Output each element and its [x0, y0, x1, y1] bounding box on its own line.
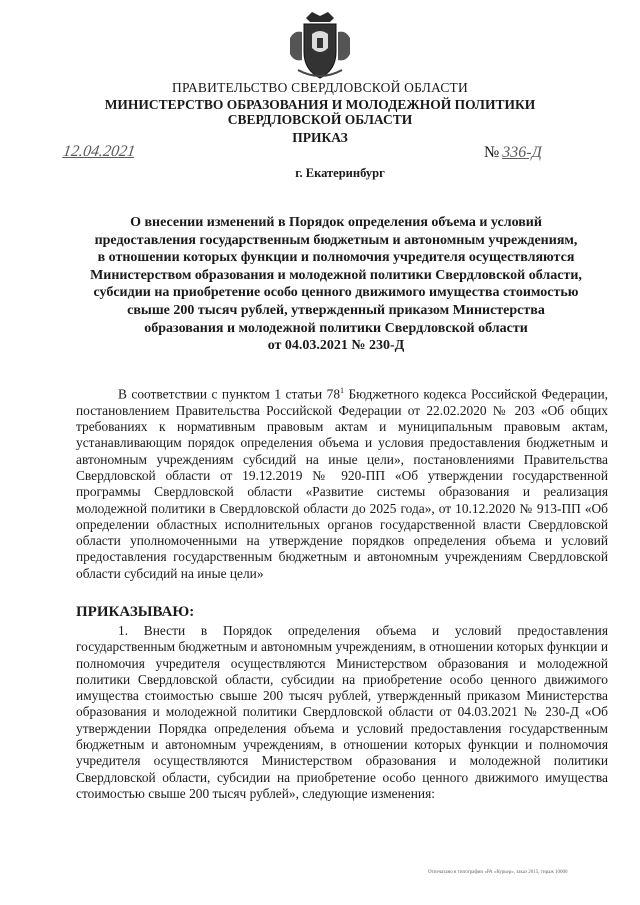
ministry-heading-line2: СВЕРДЛОВСКОЙ ОБЛАСТИ	[227, 112, 413, 127]
preamble-superscript: 1	[340, 386, 345, 395]
preamble-text-a: В соответствии с пунктом 1 статьи 78	[118, 386, 341, 402]
government-heading: ПРАВИТЕЛЬСТВО СВЕРДЛОВСКОЙ ОБЛАСТИ	[172, 80, 468, 95]
title-line: в отношении которых функции и полномочия учредителя осуществляются	[97, 250, 575, 266]
item-1-paragraph: 1. Внести в Порядок определения объема и условий предоставления государственным бюджетным и автономным учреждениям, в отношении которых функции и полномочия учредителя осуществляются Министерством образования и молодежной политики Свердловской области, субсидии на приобретение особо ценного движимого имущества стоимостью свыше 200 тысяч рублей, утвержденный приказом Министерства образования и молодежной политики Свердловской области от 04.03.2021 № 230-Д «Об утверждении Порядка определения объема и условий предоставления государственным бюджетным и автономным учреждениям, в отношении которых функции и полномочия учредителя осуществляются Министерством образования и молодежной политики Свердловской области, субсидии на приобретение особо ценного движимого имущества стоимостью свыше 200 тысяч рублей», следующие изменения:	[76, 623, 608, 801]
order-date: 12.04.2021	[61, 143, 137, 160]
title-line: от 04.03.2021 № 230-Д	[267, 338, 405, 354]
ministry-heading	[0, 97, 640, 127]
preamble-text-b: Бюджетного кодекса Российской Федерации, постановлением Правительства Российской Федерации от 22.02.2020 № 203 «Об общих требованиях к нормативным правовым актам и муниципальным правовым актам, устанавливающим порядок определения объема и условия предоставления бюджетным и автономным учреждениям субсидий на иные цели», постановлениями Правительства Свердловской области от 19.12.2019 № 920-ПП «Об утверждении государственной программы Свердловской области «Развитие системы образования и реализация молодежной политики в Свердловской области до 2025 года», от 10.12.2020 № 913-ПП «Об определении областных исполнительных органов государственной власти Свердловской области уполномоченными на утверждение порядков определения объема и условий предоставления государственным бюджетным и автономным учреждениям Свердловской области субсидий на иные цели»	[76, 386, 608, 581]
title-line: образования и молодежной политики Свердловской области	[144, 320, 528, 336]
ministry-heading-line1: МИНИСТЕРСТВО ОБРАЗОВАНИЯ И МОЛОДЕЖНОЙ ПОЛИТИКИ	[104, 97, 536, 112]
document-type: ПРИКАЗ	[292, 130, 348, 145]
city-line: г. Екатеринбург	[295, 166, 385, 180]
title-line: субсидии на приобретение особо ценного движимого имущества стоимостью	[93, 285, 579, 301]
order-number-prefix: №	[484, 144, 500, 161]
order-number	[484, 144, 542, 162]
coat-of-arms-emblem	[284, 8, 356, 82]
title-line: свыше 200 тысяч рублей, утвержденный приказом Министерства	[127, 302, 545, 318]
title-line: О внесении изменений в Порядок определения объема и условий	[130, 215, 542, 230]
decree-word: ПРИКАЗЫВАЮ:	[76, 604, 195, 620]
document-title	[66, 214, 606, 355]
title-line: предоставления государственным бюджетным и автономным учреждениям,	[94, 232, 578, 248]
order-number-value: 336-Д	[502, 144, 542, 161]
print-imprint: Отпечатано в типографии «РА «Курьер», заказ 2015, тираж 10000	[428, 870, 568, 875]
preamble-paragraph	[76, 383, 608, 582]
title-line: Министерством образования и молодежной политики Свердловской области,	[90, 267, 582, 283]
